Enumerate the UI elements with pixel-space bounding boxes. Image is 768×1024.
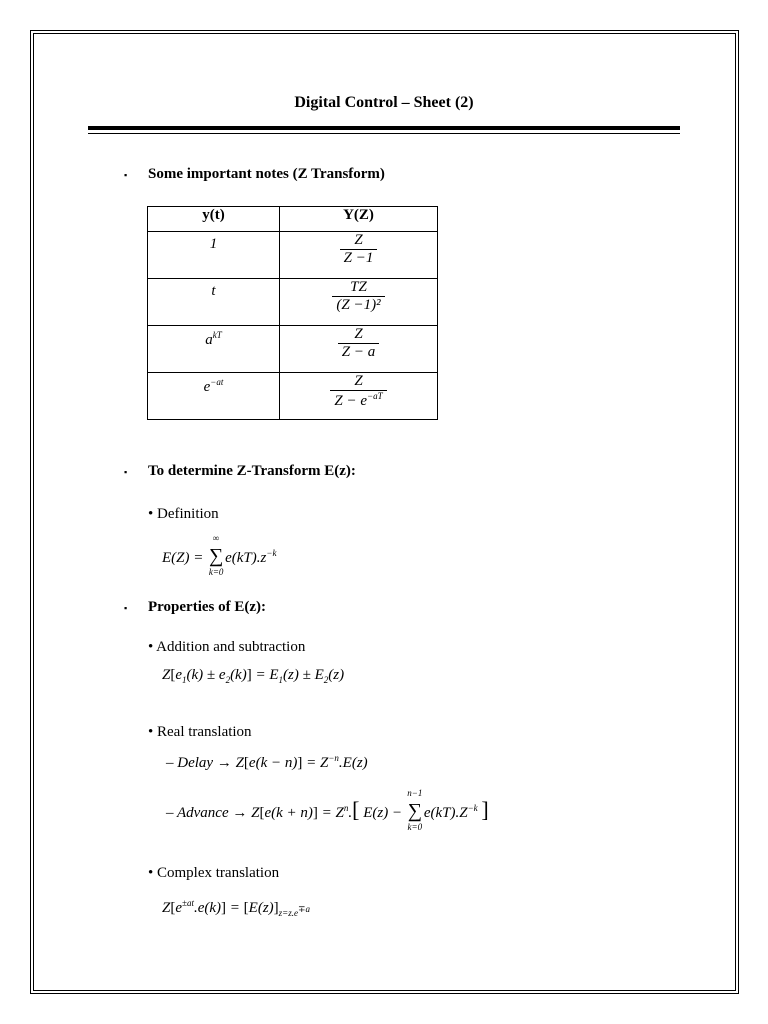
bullet-marker: ▪ (124, 170, 128, 180)
table-row (148, 232, 438, 279)
table-header-yt: y(t) (148, 207, 280, 232)
fraction-denominator: Z −1 (340, 249, 378, 267)
page-title: Digital Control – Sheet (2) (294, 94, 474, 111)
bullet-marker: ▪ (124, 467, 128, 477)
table-cell-yz (280, 279, 438, 326)
advance-formula: – Advance → $Z[e(k + n)] = Z^n$.[ E(z) − ∑ n−1 k=0 $e(kT).Z^{-k}$ ] (166, 788, 489, 832)
definition-formula: E(Z) = ∑ ∞ k=0 $e(kT).z^{-k}$ (162, 533, 277, 577)
complex-translation-label: • Complex translation (148, 865, 280, 881)
table-header-yz: Y(Z) (280, 207, 438, 232)
fraction-numerator: Z (354, 373, 363, 389)
real-translation-label: • Real translation (148, 724, 252, 740)
section-heading-z-notes: Some important notes (Z Transform) (148, 166, 385, 182)
fraction-denominator: (Z −1)² (332, 296, 384, 314)
fraction-denominator: Z − a (338, 343, 379, 361)
table-cell-yz (280, 326, 438, 373)
table-cell-yt: $e^{-at}$ (148, 373, 280, 420)
fraction-numerator: Z (354, 232, 363, 248)
title-rule-thick (88, 126, 680, 130)
title-rule-thin (88, 133, 680, 134)
table-cell-yt: $a^{kT}$ (148, 326, 280, 373)
bullet-marker: ▪ (124, 603, 128, 613)
fraction-numerator: TZ (350, 279, 367, 295)
fraction-denominator: $Z - e^{-aT}$ (330, 390, 386, 410)
delay-formula: – Delay → $Z[e(k - n)] = Z^{-n}.E(z)$ (166, 753, 368, 771)
addition-formula: $Z[e_1(k) \pm e_2(k)] = E_1(z) \pm E_2(z)$ (162, 667, 345, 685)
addition-label: • Addition and subtraction (148, 639, 306, 655)
fraction-numerator: Z (354, 326, 363, 342)
table-cell-yt: t (148, 279, 280, 326)
z-transform-table (147, 206, 438, 420)
table-cell-yz (280, 373, 438, 420)
table-row (148, 326, 438, 373)
table-cell-yt: 1 (148, 232, 280, 279)
section-heading-determine: To determine Z-Transform E(z): (148, 463, 356, 479)
table-row (148, 373, 438, 420)
table-cell-yz (280, 232, 438, 279)
definition-label: • Definition (148, 506, 219, 522)
complex-formula: $Z[e^{\pm at}.e(k)] = [E(z)]_{z=z.e^{\mp a}}$ (162, 898, 311, 918)
section-heading-properties: Properties of E(z): (148, 599, 267, 615)
table-row (148, 279, 438, 326)
table-header-row (148, 207, 438, 232)
